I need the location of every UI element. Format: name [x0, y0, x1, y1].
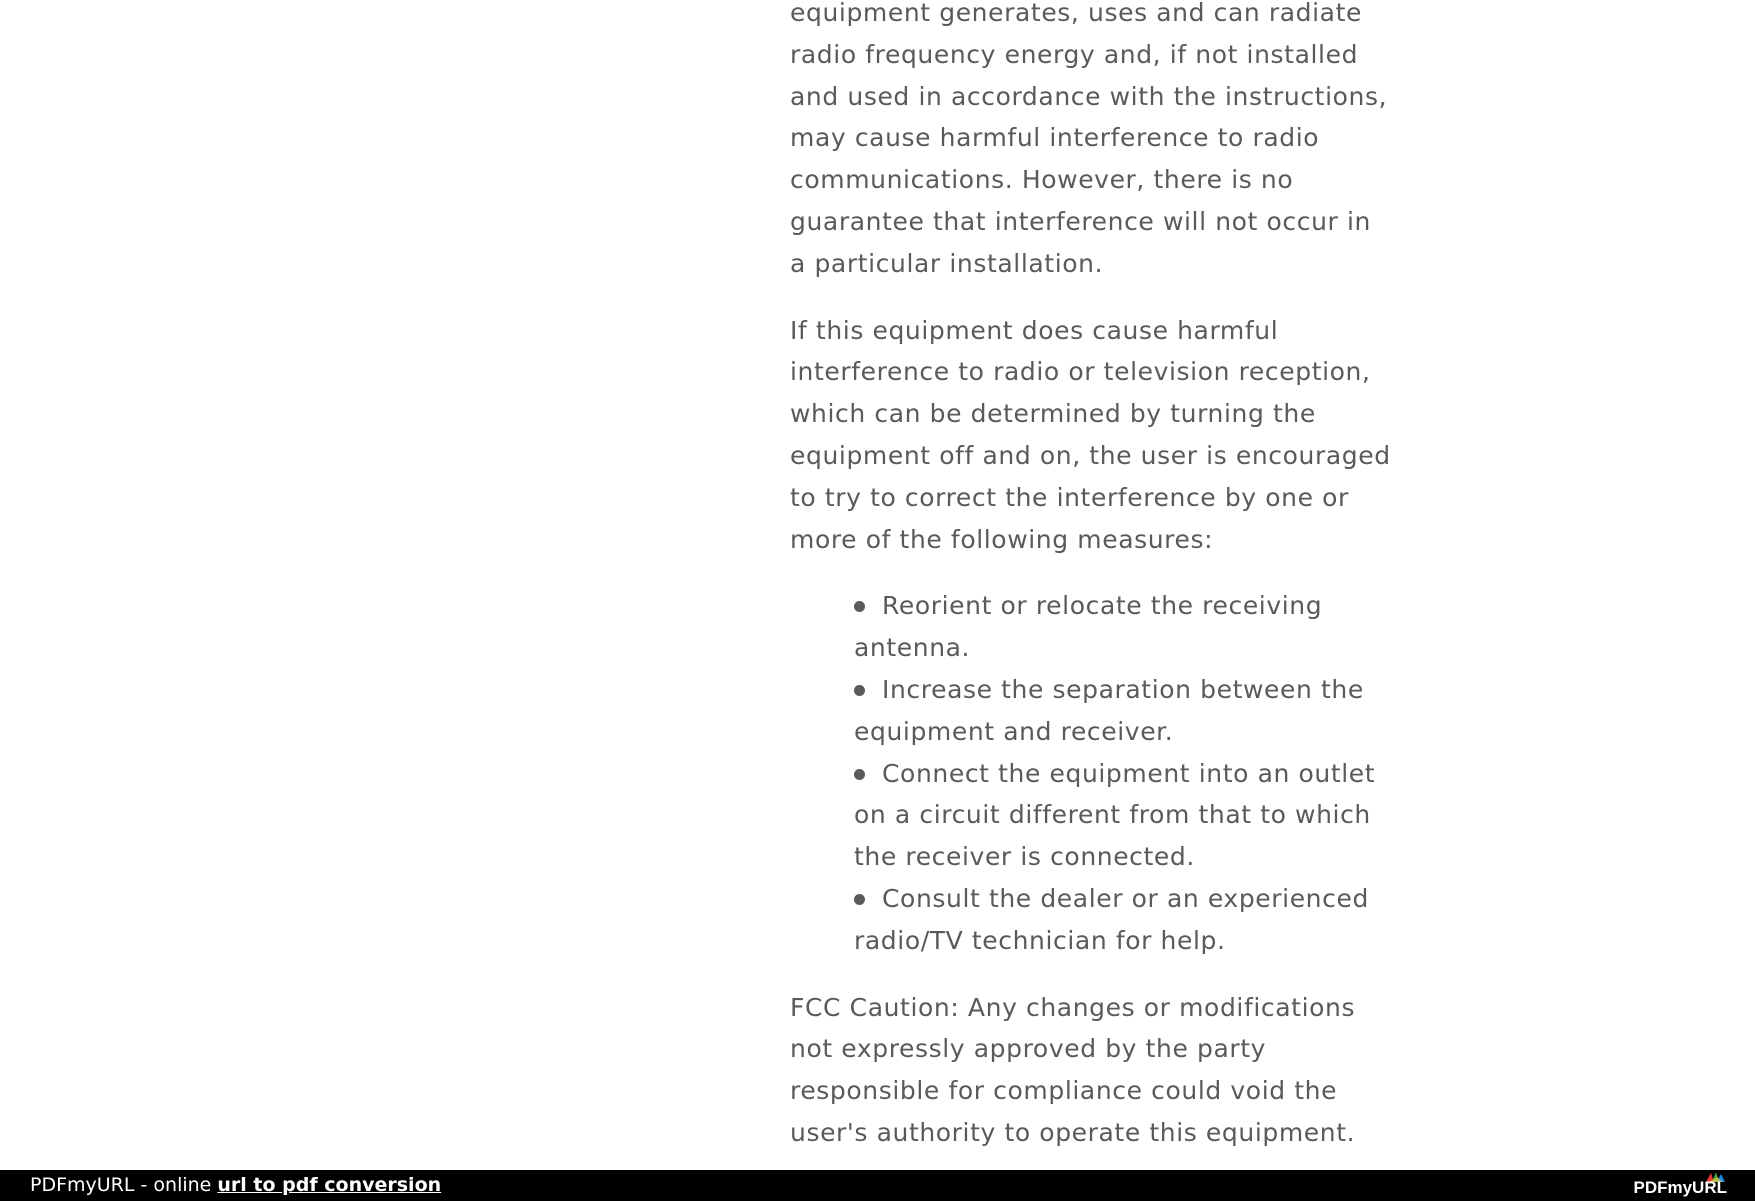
paragraph-emissions: equipment generates, uses and can radiate radio frequency energy and, if not installed and used in accordance with the instructions, may cause harmful interference to radio communications. However, there is no guarantee that interference will not occur in a particular installation. — [790, 0, 1388, 278]
list-item: Reorient or relocate the receiving antenna. — [854, 591, 1323, 663]
pdf-footer-bar — [0, 1170, 1755, 1201]
footer-prefix: PDFmyURL - online — [30, 1174, 218, 1196]
document-content — [790, 0, 1410, 1154]
list-item: Connect the equipment into an outlet on a circuit different from that to which the receiver is connected. — [854, 758, 1376, 872]
bullet-icon — [854, 601, 865, 612]
paragraph-fcc-caution: FCC Caution: Any changes or modifications not expressly approved by the party responsible for compliance could void the user's authority to operate this equipment. — [790, 992, 1356, 1147]
bullet-icon — [854, 769, 865, 780]
paragraph-interference: If this equipment does cause harmful interference to radio or television reception, which can be determined by turning the equipment off and on, the user is encouraged to try to correct the interference by one or more of the following measures: — [790, 315, 1391, 554]
pdfmyurl-logo[interactable] — [1633, 1170, 1727, 1201]
bullet-icon — [854, 894, 865, 905]
logo-text: PDFmyURL — [1633, 1178, 1727, 1197]
measures-list — [790, 585, 1410, 961]
footer-text — [30, 1170, 441, 1201]
url-to-pdf-link[interactable]: url to pdf conversion — [217, 1174, 442, 1196]
list-item: Increase the separation between the equipment and receiver. — [854, 674, 1364, 746]
bullet-icon — [854, 685, 865, 696]
list-item: Consult the dealer or an experienced radio/TV technician for help. — [854, 883, 1369, 955]
